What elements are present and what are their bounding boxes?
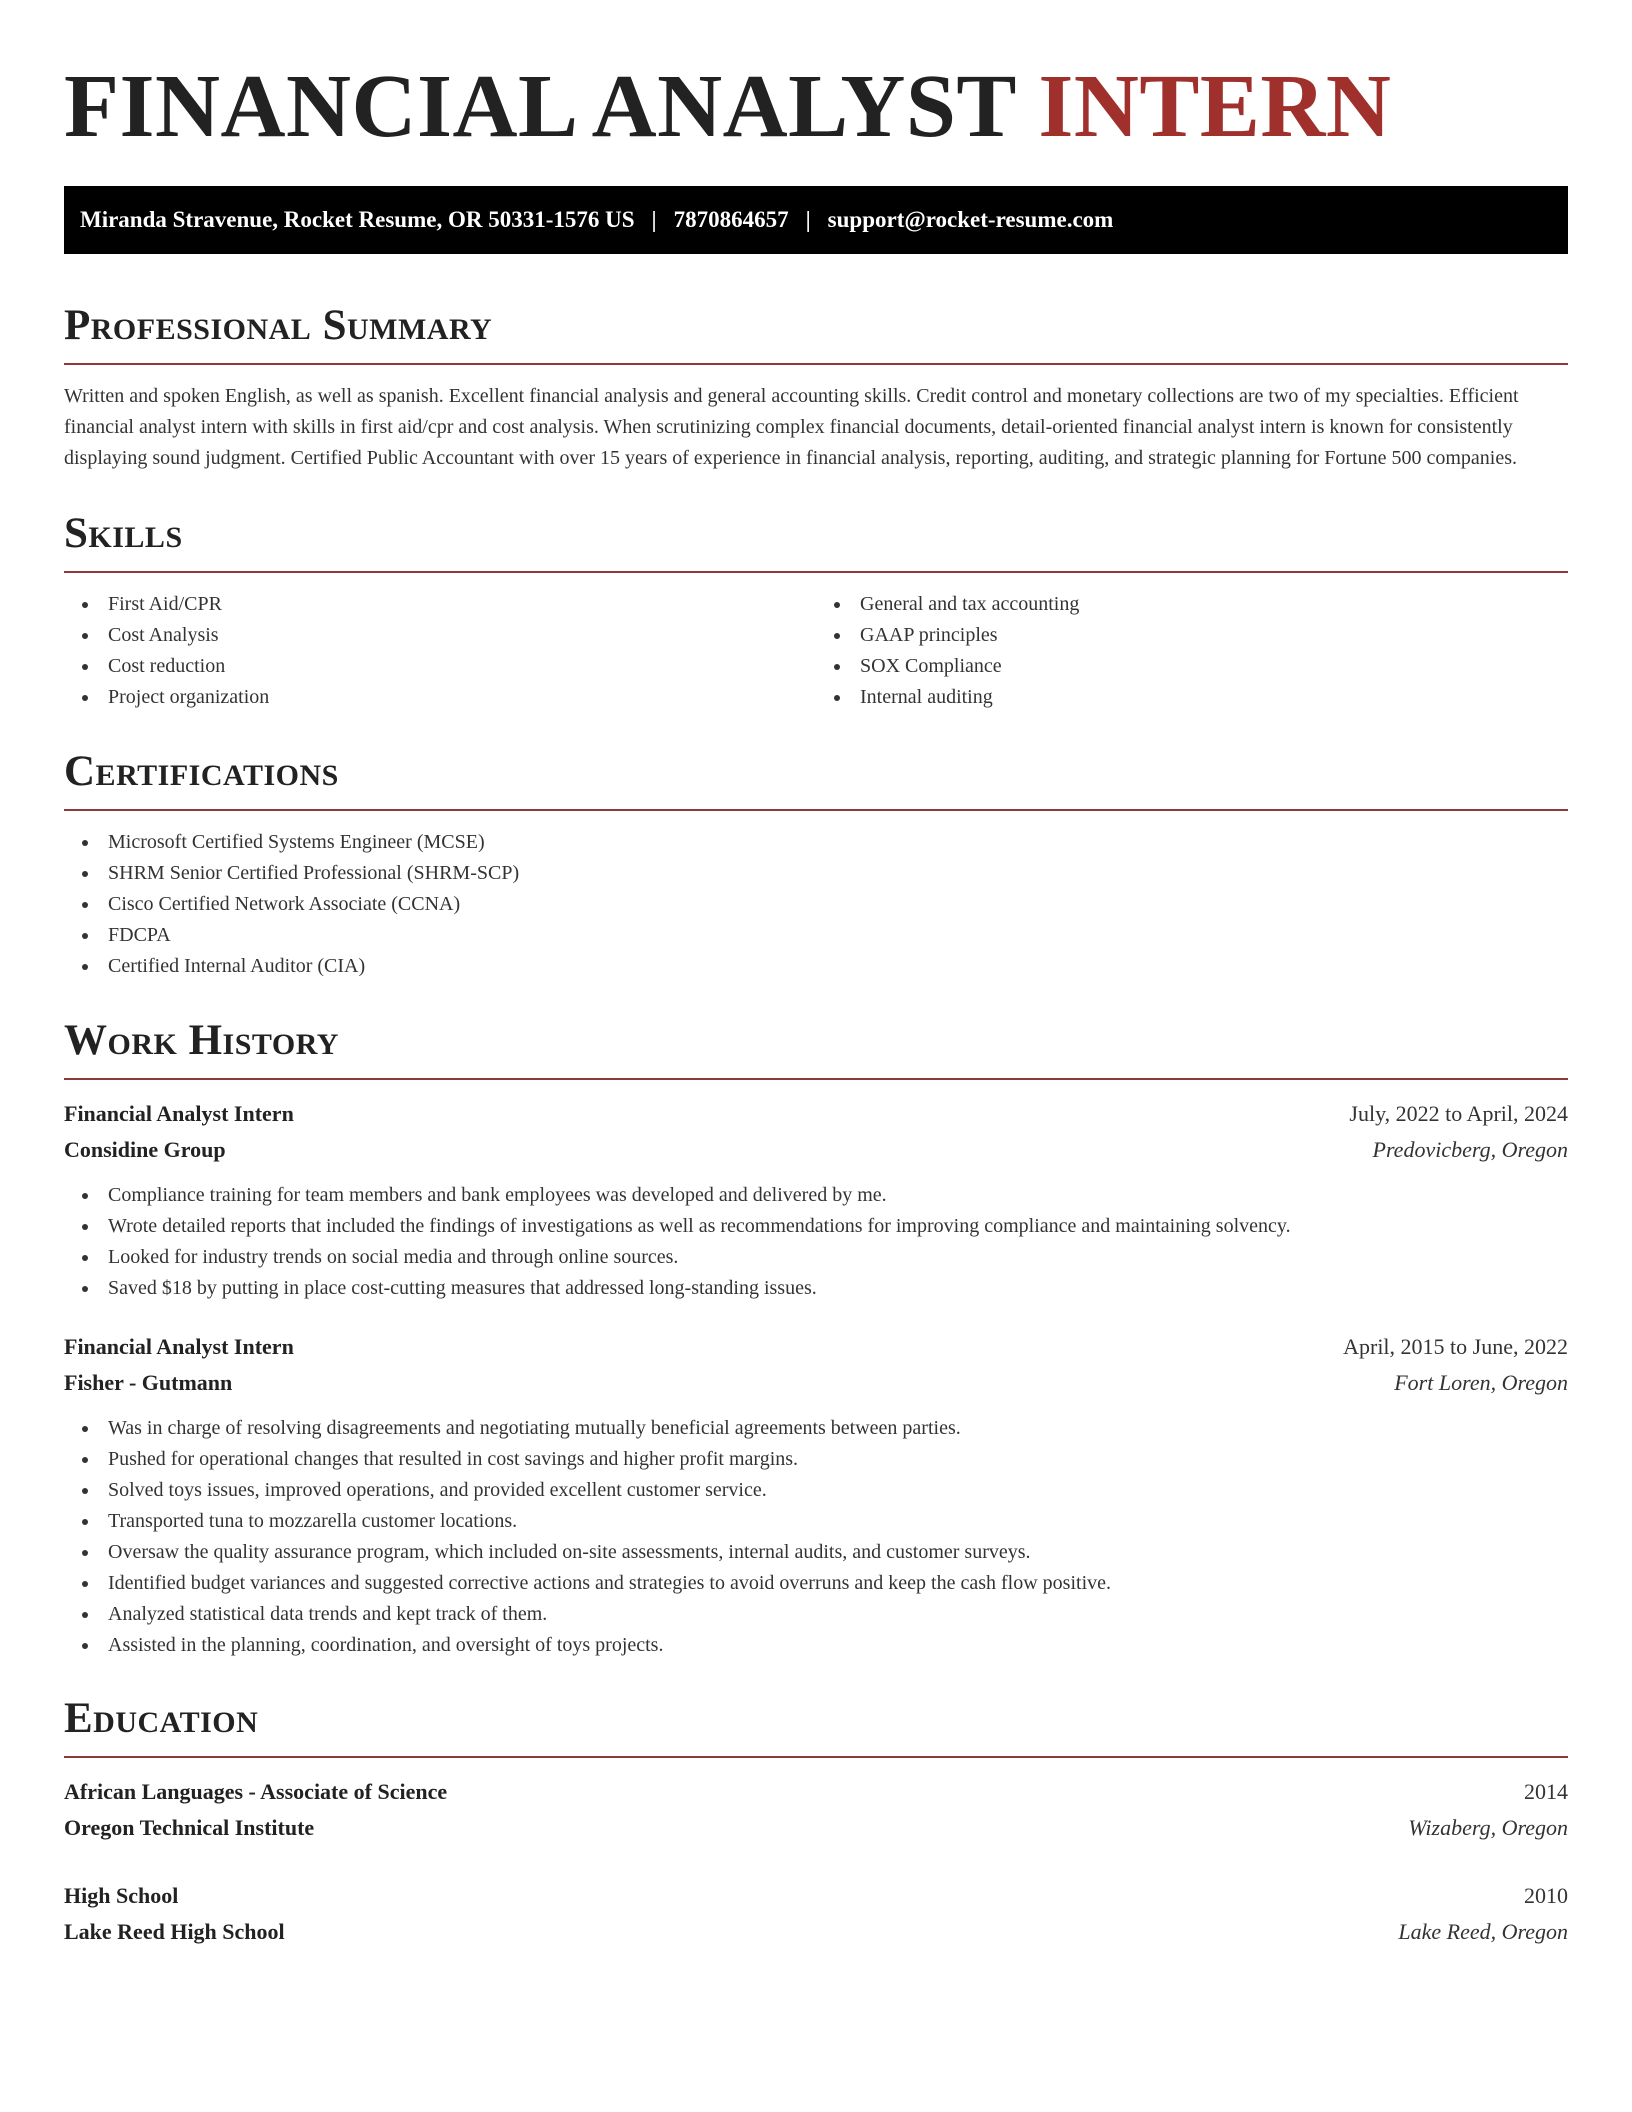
job-company: Fisher - Gutmann <box>64 1370 233 1395</box>
work-history-section <box>64 1019 1568 1661</box>
job-bullet: Pushed for operational changes that resulted in cost savings and higher profit margins. <box>64 1444 1568 1475</box>
skill-item: Cost Analysis <box>64 620 816 651</box>
skills-grid <box>64 589 1568 713</box>
job-entry <box>64 1329 1568 1661</box>
job-header-row <box>64 1096 1568 1132</box>
job-bullets <box>64 1413 1568 1661</box>
job-title: Financial Analyst Intern <box>64 1101 294 1126</box>
contact-separator: | <box>651 207 657 232</box>
education-school-row <box>64 1914 1568 1950</box>
education-year: 2014 <box>1524 1779 1568 1804</box>
education-section <box>64 1697 1568 1950</box>
skill-item: General and tax accounting <box>816 589 1568 620</box>
education-degree: African Languages - Associate of Science <box>64 1779 448 1804</box>
job-location: Fort Loren, Oregon <box>1394 1370 1568 1395</box>
skill-item: Internal auditing <box>816 682 1568 713</box>
education-degree: High School <box>64 1883 179 1908</box>
contact-phone[interactable]: 7870864657 <box>673 207 789 232</box>
job-bullets <box>64 1180 1568 1304</box>
contact-email[interactable]: support@rocket-resume.com <box>827 207 1114 232</box>
education-header-row <box>64 1878 1568 1914</box>
section-divider <box>64 809 1568 811</box>
job-bullet: Transported tuna to mozzarella customer locations. <box>64 1506 1568 1537</box>
title-main: FINANCIAL ANALYST <box>64 57 1016 156</box>
job-bullet: Compliance training for team members and bank employees was developed and delivered by me. <box>64 1180 1568 1211</box>
contact-separator: | <box>805 207 811 232</box>
job-title: Financial Analyst Intern <box>64 1334 294 1359</box>
job-company-row <box>64 1365 1568 1401</box>
education-school: Lake Reed High School <box>64 1919 285 1944</box>
section-divider <box>64 1078 1568 1080</box>
job-bullet: Identified budget variances and suggested corrective actions and strategies to avoid overruns and keep the cash flow positive. <box>64 1568 1568 1599</box>
education-location: Lake Reed, Oregon <box>1398 1919 1568 1944</box>
section-divider <box>64 1756 1568 1758</box>
certifications-section <box>64 750 1568 982</box>
certification-item: Cisco Certified Network Associate (CCNA) <box>64 889 1568 920</box>
education-year: 2010 <box>1524 1883 1568 1908</box>
job-bullet: Oversaw the quality assurance program, which included on-site assessments, internal audits, and customer surveys. <box>64 1537 1568 1568</box>
job-bullet: Analyzed statistical data trends and kept track of them. <box>64 1599 1568 1630</box>
education-header-row <box>64 1774 1568 1810</box>
job-bullet: Wrote detailed reports that included the findings of investigations as well as recommendations for improving compliance and maintaining solvency. <box>64 1211 1568 1242</box>
education-entry <box>64 1774 1568 1846</box>
summary-text: Written and spoken English, as well as spanish. Excellent financial analysis and general accounting skills. Credit control and monetary collections are two of my specialties. Efficient financial analyst intern with skills in first aid/cpr and cost analysis. When scrutinizing complex financial documents, detail-oriented financial analyst intern is known for consistently displaying sound judgment. Certified Public Accountant with over 15 years of experience in financial analysis, reporting, auditing, and strategic planning for Fortune 500 companies. <box>64 385 1519 469</box>
job-bullet: Assisted in the planning, coordination, and oversight of toys projects. <box>64 1630 1568 1661</box>
job-bullet: Was in charge of resolving disagreements and negotiating mutually beneficial agreements between parties. <box>64 1413 1568 1444</box>
skills-heading: Skills <box>64 510 183 557</box>
certifications-list <box>64 827 1568 982</box>
summary-section <box>64 304 1568 474</box>
certification-item: FDCPA <box>64 920 1568 951</box>
education-location: Wizaberg, Oregon <box>1408 1815 1568 1840</box>
certification-item: SHRM Senior Certified Professional (SHRM-SCP) <box>64 858 1568 889</box>
job-company: Considine Group <box>64 1137 226 1162</box>
job-dates: April, 2015 to June, 2022 <box>1343 1334 1568 1359</box>
job-entry <box>64 1096 1568 1304</box>
title-accent: INTERN <box>1038 57 1392 156</box>
certification-item: Microsoft Certified Systems Engineer (MCSE) <box>64 827 1568 858</box>
job-header-row <box>64 1329 1568 1365</box>
skill-item: SOX Compliance <box>816 651 1568 682</box>
job-company-row <box>64 1132 1568 1168</box>
job-bullet: Saved $18 by putting in place cost-cutting measures that addressed long-standing issues. <box>64 1273 1568 1304</box>
skills-section <box>64 512 1568 713</box>
certification-item: Certified Internal Auditor (CIA) <box>64 951 1568 982</box>
job-bullet: Solved toys issues, improved operations, and provided excellent customer service. <box>64 1475 1568 1506</box>
education-school: Oregon Technical Institute <box>64 1815 315 1840</box>
skill-item: GAAP principles <box>816 620 1568 651</box>
section-divider <box>64 571 1568 573</box>
education-heading: Education <box>64 1695 259 1742</box>
skills-list-left <box>64 589 816 713</box>
education-school-row <box>64 1810 1568 1846</box>
summary-heading: Professional Summary <box>64 302 493 349</box>
skills-list-right <box>816 589 1568 713</box>
contact-bar <box>64 186 1568 254</box>
skill-item: Cost reduction <box>64 651 816 682</box>
skill-item: Project organization <box>64 682 816 713</box>
job-dates: July, 2022 to April, 2024 <box>1349 1101 1568 1126</box>
job-bullet: Looked for industry trends on social media and through online sources. <box>64 1242 1568 1273</box>
contact-address: Miranda Stravenue, Rocket Resume, OR 50331-1576 US <box>80 207 635 232</box>
education-entry <box>64 1878 1568 1950</box>
skill-item: First Aid/CPR <box>64 589 816 620</box>
resume-title <box>64 57 1568 156</box>
job-location: Predovicberg, Oregon <box>1372 1137 1568 1162</box>
section-divider <box>64 363 1568 365</box>
work-history-heading: Work History <box>64 1017 339 1064</box>
certifications-heading: Certifications <box>64 748 339 795</box>
